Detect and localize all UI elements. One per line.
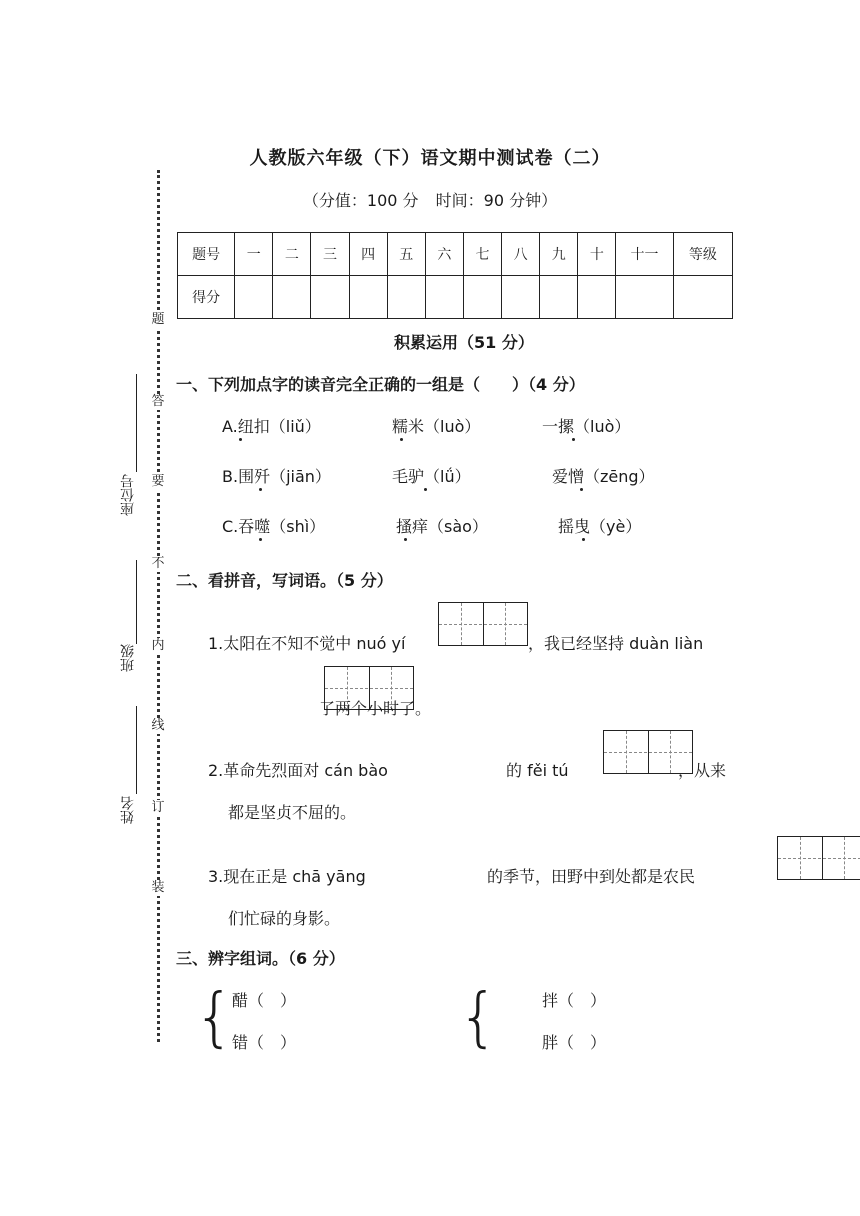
sentence-2-part-c: ，从来 xyxy=(678,761,727,780)
binding-word: 订 xyxy=(151,800,165,815)
table-cell: 四 xyxy=(349,233,387,276)
word-item[interactable]: 醋（ ） xyxy=(232,991,297,1010)
exam-info xyxy=(0,188,860,211)
option-a-2: 糯米（luò） xyxy=(392,417,481,436)
time-info: 时间：90 分钟） xyxy=(435,191,558,210)
binding-word: 内 xyxy=(151,638,165,653)
score-cell[interactable] xyxy=(349,276,387,319)
score-table xyxy=(177,232,733,319)
score-cell[interactable] xyxy=(273,276,311,319)
table-cell: 一 xyxy=(235,233,273,276)
word-item[interactable]: 错（ ） xyxy=(232,1033,297,1052)
option-a-3: 一摞（luò） xyxy=(542,417,631,436)
option-b-3: 爱憎（zēng） xyxy=(552,467,655,486)
emphasis-dot xyxy=(239,438,242,441)
question-3-heading: 三、辨字组词。（6 分） xyxy=(176,949,345,968)
seat-label: 座位号 xyxy=(120,474,136,516)
question-1-heading: 一、下列加点字的读音完全正确的一组是（ ）（4 分） xyxy=(176,375,585,394)
section-heading: 积累运用（51 分） xyxy=(394,333,534,352)
sentence-3-part-c: 们忙碌的身影。 xyxy=(228,909,341,928)
writing-grid[interactable] xyxy=(777,836,860,880)
right-brace: { xyxy=(458,981,499,1055)
score-cell[interactable] xyxy=(387,276,425,319)
emphasis-dot xyxy=(572,438,575,441)
binding-word: 装 xyxy=(151,880,165,895)
binding-word: 要 xyxy=(151,474,165,489)
option-c-1: C.吞噬（shì） xyxy=(222,517,326,536)
table-cell: 十一 xyxy=(616,233,673,276)
emphasis-dot xyxy=(400,438,403,441)
table-cell: 六 xyxy=(425,233,463,276)
table-cell: 八 xyxy=(502,233,540,276)
class-label: 班级 xyxy=(120,644,136,672)
option-a-1: A.纽扣（liǔ） xyxy=(222,417,321,436)
emphasis-dot xyxy=(582,538,585,541)
option-c-2: 搔痒（sào） xyxy=(396,517,488,536)
option-c-3: 摇曳（yè） xyxy=(558,517,642,536)
score-cell[interactable] xyxy=(311,276,349,319)
emphasis-dot xyxy=(259,538,262,541)
sentence-1-part-c: 了两个小时了。 xyxy=(319,699,432,718)
emphasis-dot xyxy=(424,488,427,491)
sentence-3-part-a: 3.现在正是 chā yāng xyxy=(208,867,366,886)
left-brace: { xyxy=(194,981,235,1055)
score-cell[interactable] xyxy=(425,276,463,319)
sentence-1-part-a: 1.太阳在不知不觉中 nuó yí xyxy=(208,634,406,653)
binding-word: 不 xyxy=(151,556,165,571)
table-cell: 三 xyxy=(311,233,349,276)
score-cell[interactable] xyxy=(502,276,540,319)
table-cell: 等级 xyxy=(673,233,732,276)
binding-word: 线 xyxy=(151,718,165,733)
binding-word: 题 xyxy=(151,312,165,327)
score-cell[interactable] xyxy=(463,276,501,319)
word-item[interactable]: 拌（ ） xyxy=(542,991,607,1010)
score-cell[interactable] xyxy=(540,276,578,319)
table-cell: 五 xyxy=(387,233,425,276)
word-item[interactable]: 胖（ ） xyxy=(542,1033,607,1052)
question-2-heading: 二、看拼音，写词语。（5 分） xyxy=(176,571,393,590)
name-label: 姓名 xyxy=(120,796,136,824)
writing-grid[interactable] xyxy=(438,602,528,646)
binding-word: 答 xyxy=(151,394,165,409)
page-title: 人教版六年级（下）语文期中测试卷（二） xyxy=(249,148,611,169)
table-cell: 七 xyxy=(463,233,501,276)
table-row xyxy=(178,276,733,319)
score-cell[interactable] xyxy=(578,276,616,319)
score-cell[interactable] xyxy=(673,276,732,319)
table-row xyxy=(178,233,733,276)
score-cell[interactable] xyxy=(616,276,673,319)
emphasis-dot xyxy=(580,488,583,491)
seat-underline xyxy=(136,374,137,472)
sentence-2-part-d: 都是坚贞不屈的。 xyxy=(228,803,357,822)
option-b-1: B.围歼（jiān） xyxy=(222,467,331,486)
sentence-2-part-a: 2.革命先烈面对 cán bào xyxy=(208,761,388,780)
sentence-2-part-b: 的 fěi tú xyxy=(506,761,569,780)
binding-line xyxy=(157,170,160,1042)
table-cell: 得分 xyxy=(178,276,235,319)
sentence-3-part-b: 的季节，田野中到处都是农民 xyxy=(487,867,696,886)
score-cell[interactable] xyxy=(235,276,273,319)
table-cell: 二 xyxy=(273,233,311,276)
sentence-1-part-b: ，我已经坚持 duàn liàn xyxy=(528,634,704,653)
class-underline xyxy=(136,560,137,644)
table-cell: 题号 xyxy=(178,233,235,276)
emphasis-dot xyxy=(259,488,262,491)
emphasis-dot xyxy=(404,538,407,541)
score-info: （分值：100 分 xyxy=(302,191,419,210)
table-cell: 十 xyxy=(578,233,616,276)
table-cell: 九 xyxy=(540,233,578,276)
option-b-2: 毛驴（lǘ） xyxy=(392,467,471,486)
name-underline xyxy=(136,706,137,794)
